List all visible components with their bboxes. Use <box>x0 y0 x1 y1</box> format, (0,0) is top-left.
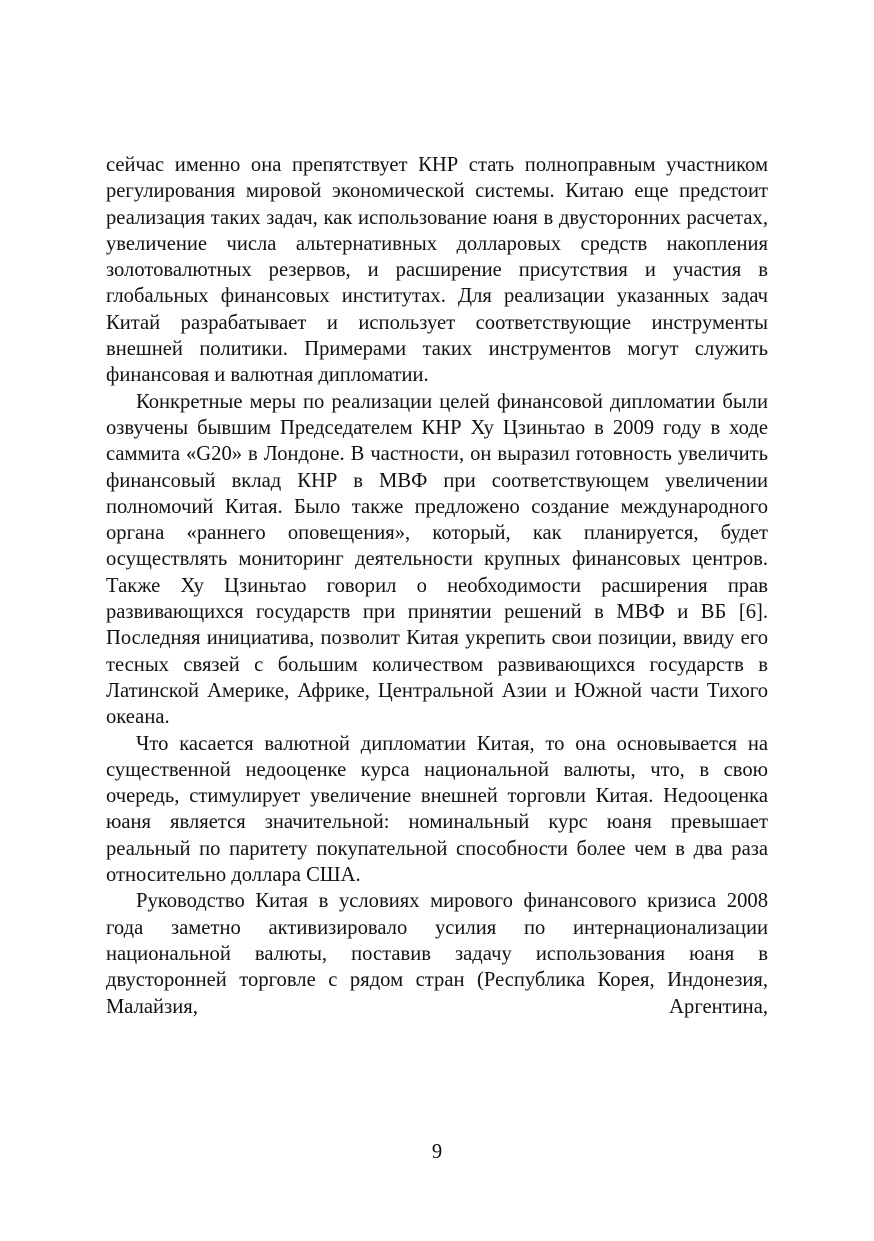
paragraph-2: Конкретные меры по реализации целей финансовой дипломатии были озвучены бывшим Председателем КНР Ху Цзиньтао в 2009 году в ходе саммита «G20» в Лондоне. В частности, он выразил готовность увеличить финансовый вклад КНР в МВФ при соответствующем увеличении полномочий Китая. Было также предложено создание международного органа «раннего оповещения», который, как планируется, будет осуществлять мониторинг деятельности крупных финансовых центров. Также Ху Цзиньтао говорил о необходимости расширения прав развивающихся государств при принятии решений в МВФ и ВБ [6]. Последняя инициатива, позволит Китая укрепить свои позиции, ввиду его тесных связей с большим количеством развивающихся государств в Латинской Америке, Африке, Центральной Азии и Южной части Тихого океана. <box>106 390 768 729</box>
paragraph-1: сейчас именно она препятствует КНР стать полноправным участником регулирования мировой экономической системы. Китаю еще предстоит реализация таких задач, как использование юаня в двусторонних расчетах, увеличение числа альтернативных долларовых средств накопления золотовалютных резервов, и расширение присутствия и участия в глобальных финансовых институтах. Для реализации указанных задач Китай разрабатывает и использует соответствующие инструменты внешней политики. Примерами таких инструментов могут служить финансовая и валютная дипломатии. <box>106 154 768 387</box>
page-body <box>106 152 768 1020</box>
page-number: 9 <box>431 1141 443 1163</box>
paragraph-4: Руководство Китая в условиях мирового финансового кризиса 2008 года заметно активизировало усилия по интернационализации национальной валюты, поставив задачу использования юаня в двусторонней торговле с рядом стран (Республика Корея, Индонезия, Малайзия, Аргентина, <box>106 890 768 1018</box>
paragraph-3: Что касается валютной дипломатии Китая, то она основывается на существенной недооценке курса национальной валюты, что, в свою очередь, стимулирует увеличение внешней торговли Китая. Недооценка юаня является значительной: номинальный курс юаня превышает реальный по паритету покупательной способности более чем в два раза относительно доллара США. <box>106 732 768 887</box>
